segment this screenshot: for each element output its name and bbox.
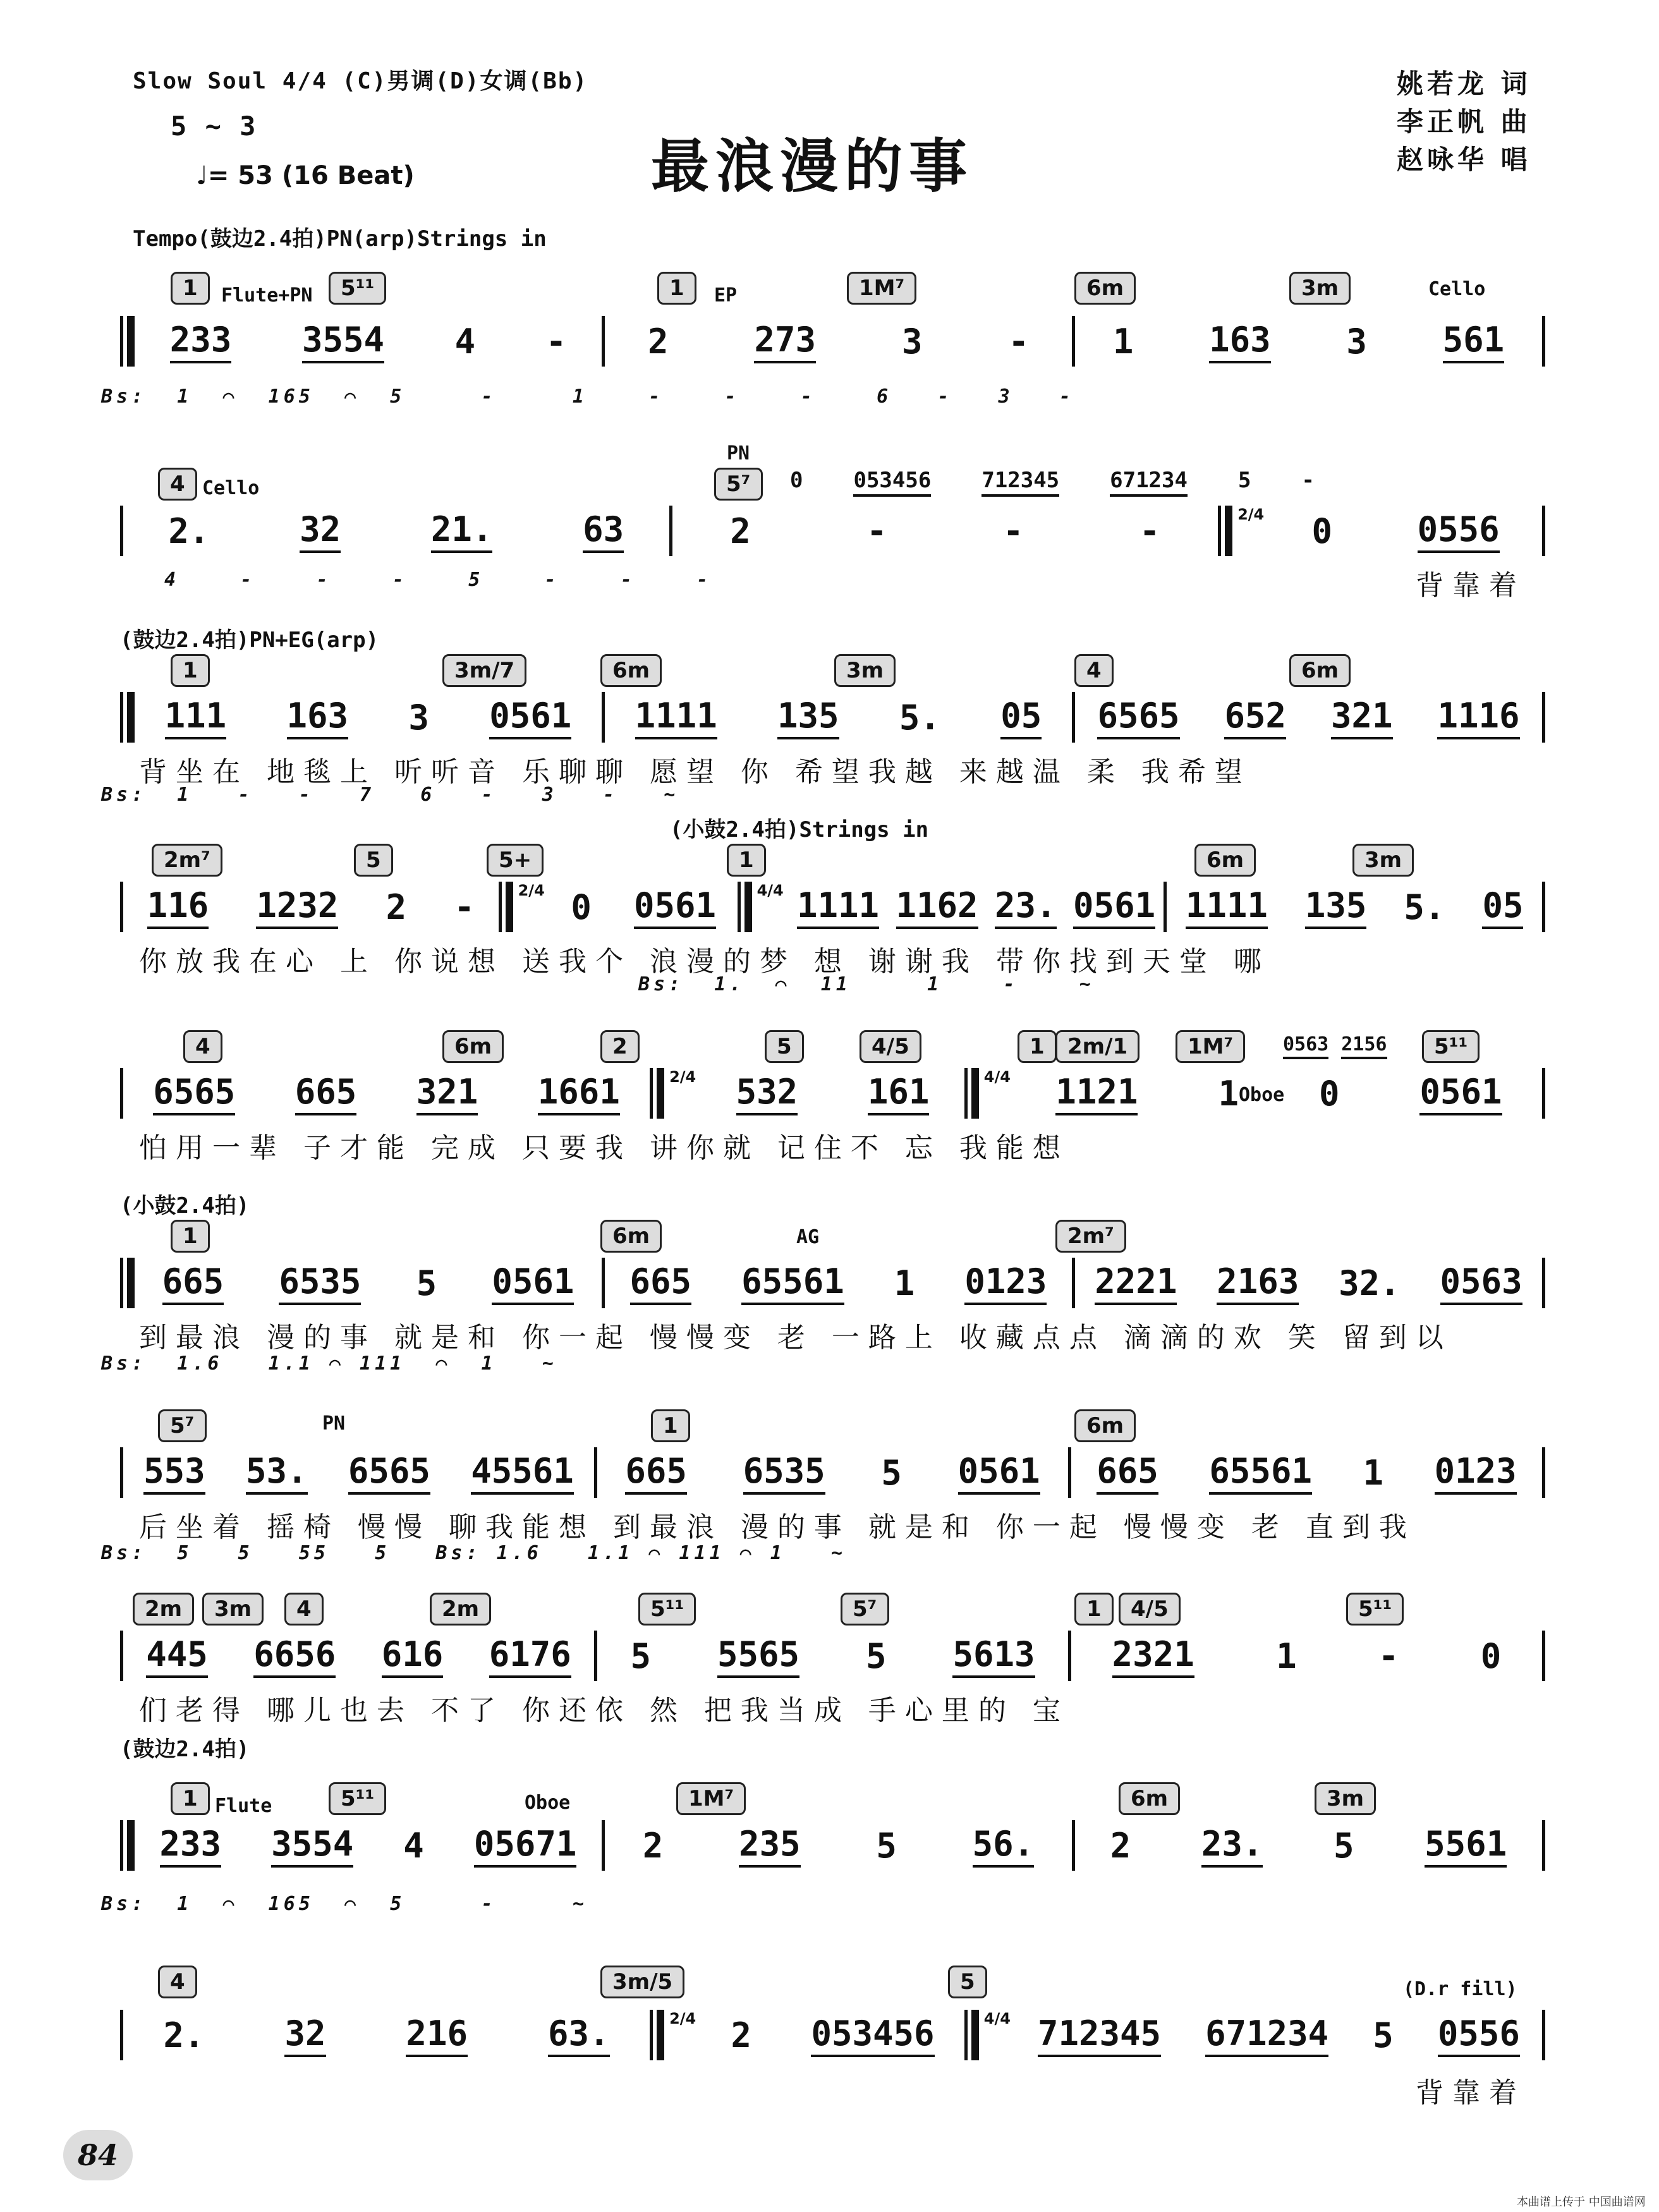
note-group: - — [1008, 321, 1029, 362]
note-group: 532 — [736, 1072, 798, 1115]
chord-box: 3m — [1289, 272, 1351, 305]
lyrics-line: 们老得 哪儿也去 不了 你还依 然 把我当成 手心里的 宝 — [139, 1694, 1069, 1727]
note-group: 616 — [382, 1634, 444, 1678]
chord-box: 6m — [1194, 844, 1256, 877]
page-title: 最浪漫的事 — [651, 132, 974, 200]
singer-credit: 赵咏华 唱 — [1397, 144, 1531, 175]
note-group: 5561 — [1425, 1824, 1507, 1868]
note-group: 233 — [160, 1824, 222, 1868]
fill-figures: 0563 2156 — [1283, 1033, 1387, 1059]
note-group: 1 — [1218, 1073, 1239, 1114]
note-group: 161 — [868, 1072, 930, 1115]
time-signature: 4/4 — [983, 2010, 1011, 2027]
note-group: 63 — [583, 509, 624, 553]
note-group: 5. — [1404, 887, 1445, 927]
score-system-6 — [0, 1188, 1659, 1378]
score-system-1 — [0, 221, 1659, 411]
note-group: 6176 — [489, 1634, 571, 1678]
note-group: 665 — [162, 1261, 224, 1305]
note-group: 63. — [548, 2014, 610, 2057]
note-group: 135 — [1305, 885, 1367, 929]
note-group: 65561 — [741, 1261, 844, 1305]
note-group: 32 — [284, 2014, 325, 2057]
chord-box: 3m — [1315, 1782, 1376, 1815]
note-group: - — [545, 321, 567, 362]
chord-box: 1 — [171, 654, 210, 687]
note-group: 6565 — [153, 1072, 235, 1115]
note-group: 4 — [403, 1825, 424, 1866]
note-group: 1232 — [256, 885, 338, 929]
instrument-label: Oboe — [525, 1792, 571, 1814]
note-group: 5. — [899, 697, 940, 738]
chord-box: 1 — [651, 1409, 690, 1442]
note-group: 0123 — [1435, 1451, 1517, 1495]
chord-box: 1 — [171, 1782, 210, 1815]
chord-box: 1 — [727, 844, 766, 877]
chord-box: 5¹¹ — [329, 1782, 386, 1815]
bass-line: 4 - - - 5 - - - — [164, 569, 712, 591]
score-system-2 — [0, 436, 1659, 626]
note-group: 5 — [630, 1636, 651, 1676]
note-group: 216 — [406, 2014, 468, 2057]
note-group: 665 — [625, 1451, 687, 1495]
note-group: 0 — [1480, 1636, 1502, 1676]
note-group: 32. — [1339, 1263, 1401, 1303]
notation-row — [120, 2010, 1545, 2060]
note-group: 1 — [1112, 321, 1134, 362]
instrument-label: (D.r fill) — [1403, 1978, 1517, 2000]
chord-box: 1M⁷ — [847, 272, 916, 305]
notation-row — [120, 1068, 1545, 1119]
note-group: 05671 — [474, 1824, 577, 1868]
instrument-label: Cello — [202, 477, 260, 499]
note-group: 2221 — [1095, 1261, 1177, 1305]
chord-box: 4 — [284, 1593, 324, 1626]
time-signature: 4/4 — [983, 1068, 1011, 1086]
instrument-label: PN — [727, 442, 750, 465]
note-group: 05 — [1000, 696, 1042, 739]
chord-box: 3m — [834, 654, 896, 687]
chord-box: 3m — [202, 1593, 264, 1626]
lyrics-line: 到最浪 漫的事 就是和 你一起 慢慢变 老 一路上 收藏点点 滴滴的欢 笑 留到以 — [139, 1322, 1452, 1354]
notation-row — [120, 1820, 1545, 1871]
chord-box: 2m — [133, 1593, 194, 1626]
note-group: 0561 — [634, 885, 716, 929]
note-group: - — [1002, 511, 1024, 551]
note-group: - — [1139, 511, 1160, 551]
chord-box: 1 — [1074, 1593, 1114, 1626]
note-group: 235 — [739, 1824, 801, 1868]
note-group: 5 — [416, 1263, 437, 1303]
note-group: 561 — [1443, 320, 1505, 363]
note-group: 1162 — [896, 885, 978, 929]
note-group: 2163 — [1217, 1261, 1299, 1305]
chord-box: 5¹¹ — [329, 272, 386, 305]
section-label: (鼓边2.4拍)PN+EG(arp) — [120, 628, 379, 653]
note-group: 712345 — [1038, 2014, 1161, 2057]
note-group: 5565 — [717, 1634, 799, 1678]
score-system-4 — [0, 812, 1659, 1002]
note-group: 6565 — [348, 1451, 430, 1495]
lyrics-line: 背靠着 — [1416, 2077, 1526, 2109]
instrument-label: AG — [796, 1226, 820, 1248]
time-signature: 2/4 — [669, 2010, 696, 2027]
note-group: 5 — [1334, 1825, 1354, 1866]
note-group: 0 — [1318, 1073, 1340, 1114]
notation-row — [120, 1258, 1545, 1308]
note-group: 2 — [731, 2015, 751, 2055]
note-group: 1 — [894, 1263, 915, 1303]
chord-box: 4 — [183, 1030, 222, 1063]
bass-line: Bs: 1.6 1.1 ⌒ 111 ⌒ 1 ~ — [101, 1352, 557, 1375]
chord-box: 4 — [1074, 654, 1114, 687]
note-group: 5 — [881, 1452, 902, 1493]
bass-line: Bs: 1 - - 7 6 - 3 - ~ — [101, 784, 679, 806]
watermark: 本曲谱上传于 中国曲谱网 — [1517, 2196, 1646, 2209]
instrument-label: Flute+PN — [221, 284, 313, 307]
chord-box: 2m⁷ — [152, 844, 222, 877]
note-group: 2 — [730, 511, 751, 551]
chord-box: 2m/1 — [1055, 1030, 1139, 1063]
note-group: 21. — [431, 509, 493, 553]
chord-box: 6m — [600, 654, 662, 687]
range-mark: 5 ~ 3 — [171, 111, 257, 142]
chord-box: 4 — [158, 1966, 197, 1998]
chord-box: 3m/5 — [600, 1966, 684, 1998]
instrument-label: Oboe — [1239, 1084, 1285, 1106]
chord-box: 1 — [657, 272, 696, 305]
chord-box: 4/5 — [860, 1030, 921, 1063]
section-label: Tempo(鼓边2.4拍)PN(arp)Strings in — [133, 226, 547, 252]
chord-box: 5 — [765, 1030, 804, 1063]
notation-row — [120, 1447, 1545, 1498]
lyricist-credit: 姚若龙 词 — [1397, 68, 1531, 99]
lyrics-line: 背靠着 — [1416, 569, 1526, 602]
note-group: 1 — [1276, 1636, 1297, 1676]
note-group: 2 — [642, 1825, 664, 1866]
note-group: 6656 — [253, 1634, 336, 1678]
composer-credit: 李正帆 曲 — [1397, 106, 1531, 137]
note-group: 3554 — [271, 1824, 353, 1868]
note-group: 4 — [454, 321, 476, 362]
instrument-label: Cello — [1428, 278, 1486, 300]
chord-box: 1 — [171, 1220, 210, 1253]
note-group: 2. — [168, 511, 210, 551]
score-system-10 — [0, 1953, 1659, 2142]
score-system-9 — [0, 1732, 1659, 1921]
note-group: 5 — [865, 1636, 887, 1676]
lyrics-line: 你放我在心 上 你说想 送我个 浪漫的梦 想 谢谢我 带你找到天堂 哪 — [139, 945, 1270, 978]
note-group: 2. — [163, 2015, 205, 2055]
section-label: (小鼓2.4拍)Strings in — [670, 817, 929, 842]
chord-box: 2 — [600, 1030, 640, 1063]
note-group: 0561 — [489, 696, 571, 739]
page-number: 84 — [63, 2130, 133, 2180]
chord-box: 5¹¹ — [1422, 1030, 1480, 1063]
note-group: 32 — [300, 509, 341, 553]
note-group: 56. — [973, 1824, 1035, 1868]
note-group: 0561 — [492, 1261, 574, 1305]
note-group: 1111 — [1186, 885, 1268, 929]
note-group: 1 — [1363, 1452, 1384, 1493]
note-group: 163 — [1209, 320, 1271, 363]
bass-line: Bs: 1 ⌒ 165 ⌒ 5 - ~ — [101, 1893, 588, 1915]
note-group: 3 — [1346, 321, 1367, 362]
note-group: 273 — [754, 320, 816, 363]
note-group: 1111 — [635, 696, 717, 739]
note-group: 671234 — [1205, 2014, 1328, 2057]
bass-line: Bs: 1. ⌒ 11 1 - ~ — [638, 973, 1095, 995]
note-group: 23. — [1201, 1824, 1263, 1868]
chord-box: 1M⁷ — [1176, 1030, 1245, 1063]
instrument-label: PN — [322, 1413, 346, 1435]
note-group: 65561 — [1209, 1451, 1312, 1495]
chord-box: 1M⁷ — [676, 1782, 746, 1815]
note-group: 6535 — [279, 1261, 361, 1305]
note-group: 0 — [1311, 511, 1333, 551]
note-group: 45561 — [471, 1451, 574, 1495]
note-group: 0561 — [958, 1451, 1040, 1495]
note-group: 6535 — [743, 1451, 825, 1495]
note-group: 23. — [995, 885, 1057, 929]
note-group: 2321 — [1112, 1634, 1194, 1678]
note-group: 05 — [1482, 885, 1523, 929]
chord-box: 6m — [442, 1030, 504, 1063]
notation-row — [120, 1631, 1545, 1681]
note-group: - — [454, 887, 475, 927]
chord-box: 2m — [430, 1593, 491, 1626]
chord-box: 5 — [354, 844, 393, 877]
note-group: 1111 — [797, 885, 879, 929]
note-group: 321 — [416, 1072, 478, 1115]
chord-box: 4 — [158, 468, 197, 501]
note-group: 2 — [386, 887, 407, 927]
note-group: 5 — [1373, 2015, 1394, 2055]
note-group: 1121 — [1055, 1072, 1138, 1115]
chord-box: 5⁷ — [158, 1409, 207, 1442]
note-group: 3 — [901, 321, 923, 362]
note-group: 665 — [630, 1261, 692, 1305]
note-group: 1661 — [538, 1072, 620, 1115]
chord-box: 3m — [1352, 844, 1414, 877]
notation-row — [120, 882, 1545, 932]
note-group: 1116 — [1437, 696, 1519, 739]
chord-box: 5⁷ — [841, 1593, 889, 1626]
chord-box: 5¹¹ — [1346, 1593, 1404, 1626]
score-system-7 — [0, 1390, 1659, 1580]
lyrics-line: 后坐着 摇椅 慢慢 聊我能想 到最浪 漫的事 就是和 你一起 慢慢变 老 直到我 — [139, 1511, 1416, 1543]
time-signature: 2/4 — [1237, 506, 1265, 523]
chord-box: 5¹¹ — [638, 1593, 696, 1626]
instrument-label: Flute — [215, 1795, 272, 1817]
score-system-3 — [0, 623, 1659, 812]
note-group: 2 — [1110, 1825, 1131, 1866]
section-label: (小鼓2.4拍) — [120, 1193, 250, 1218]
note-group: 053456 — [811, 2014, 934, 2057]
note-group: 111 — [165, 696, 227, 739]
note-group: 652 — [1224, 696, 1286, 739]
chord-box: 6m — [600, 1220, 662, 1253]
chord-box: 4/5 — [1119, 1593, 1181, 1626]
chord-box: 1 — [1018, 1030, 1057, 1063]
note-group: 135 — [777, 696, 839, 739]
note-group: 0561 — [1419, 1072, 1502, 1115]
time-signature: 4/4 — [757, 882, 784, 899]
note-group: 0561 — [1073, 885, 1155, 929]
note-group: 445 — [146, 1634, 208, 1678]
chord-box: 5⁷ — [714, 468, 763, 501]
run-figures: 0 053456 712345 671234 5 - — [790, 468, 1315, 497]
note-group: 665 — [1097, 1451, 1158, 1495]
chord-box: 2m⁷ — [1055, 1220, 1126, 1253]
note-group: 2 — [647, 321, 669, 362]
chord-box: 6m — [1119, 1782, 1180, 1815]
score-system-5 — [0, 1011, 1659, 1201]
note-group: - — [866, 511, 887, 551]
instrument-label: EP — [714, 284, 738, 307]
note-group: 116 — [147, 885, 209, 929]
chord-box: 6m — [1074, 1409, 1136, 1442]
lyrics-line: 怕用一辈 子才能 完成 只要我 讲你就 记住不 忘 我能想 — [139, 1132, 1069, 1164]
time-signature: 2/4 — [518, 882, 545, 899]
chord-box: 6m — [1289, 654, 1351, 687]
note-group: 0 — [571, 887, 592, 927]
style-line: Slow Soul 4/4 (C)男调(D)女调(Bb) — [133, 68, 588, 94]
note-group: 0556 — [1438, 2014, 1520, 2057]
note-group: 0563 — [1440, 1261, 1522, 1305]
note-group: 5613 — [952, 1634, 1035, 1678]
note-group: 665 — [295, 1072, 357, 1115]
note-group: 0556 — [1418, 509, 1500, 553]
bass-line: Bs: 5 5 55 5 Bs: 1.6 1.1 ⌒ 111 ⌒ 1 ~ — [101, 1542, 847, 1564]
note-group: - — [1378, 1636, 1399, 1676]
note-group: 3554 — [302, 320, 384, 363]
note-group: 553 — [143, 1451, 205, 1495]
note-group: 321 — [1331, 696, 1393, 739]
tempo-mark: ♩= 53 (16 Beat) — [196, 161, 415, 190]
lyrics-line: 背坐在 地毯上 听听音 乐聊聊 愿望 你 希望我越 来越温 柔 我希望 — [139, 756, 1251, 788]
note-group: 163 — [287, 696, 349, 739]
note-group: 53. — [246, 1451, 308, 1495]
notation-row — [120, 506, 1545, 556]
note-group: 0123 — [964, 1261, 1047, 1305]
chord-box: 1 — [171, 272, 210, 305]
notation-row — [120, 692, 1545, 743]
chord-box: 6m — [1074, 272, 1136, 305]
note-group: 233 — [170, 320, 232, 363]
time-signature: 2/4 — [669, 1068, 696, 1086]
notation-row — [120, 316, 1545, 367]
chord-box: 5 — [948, 1966, 987, 1998]
bass-line: Bs: 1 ⌒ 165 ⌒ 5 - 1 - - - 6 - 3 - — [101, 386, 1074, 408]
note-group: 3 — [408, 697, 429, 738]
note-group: 6565 — [1097, 696, 1179, 739]
section-label: (鼓边2.4拍) — [120, 1737, 250, 1762]
note-group: 5 — [876, 1825, 897, 1866]
chord-box: 5+ — [487, 844, 544, 877]
chord-box: 3m/7 — [442, 654, 526, 687]
